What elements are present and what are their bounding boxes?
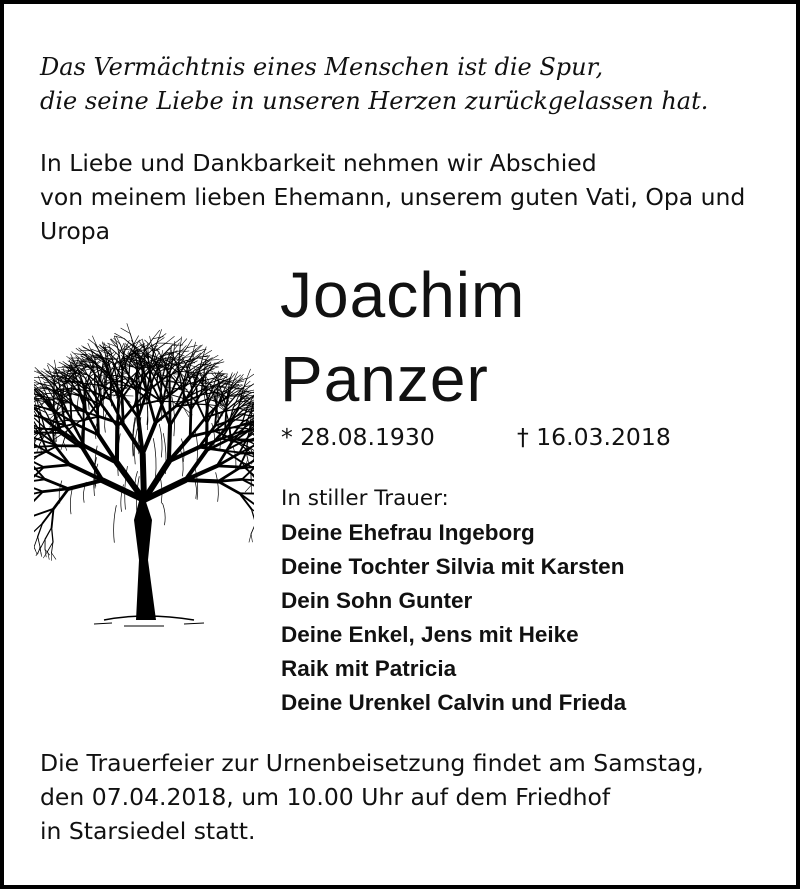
mourners-heading: In stiller Trauer: xyxy=(281,486,449,511)
quote-line-2: die seine Liebe in unseren Herzen zurückgelassen hat. xyxy=(40,87,709,115)
mourner-line: Dein Sohn Gunter xyxy=(281,588,473,613)
deceased-first-name: Joachim xyxy=(280,259,526,331)
birth-date: * 28.08.1930 xyxy=(281,423,435,451)
mourner-line: Deine Urenkel Calvin und Frieda xyxy=(281,690,627,715)
mourner-line: Raik mit Patricia xyxy=(281,656,457,681)
mourner-line: Deine Ehefrau Ingeborg xyxy=(281,520,535,545)
quote-line-1: Das Vermächtnis eines Menschen ist die Spur, xyxy=(40,53,604,81)
ceremony-line-3: in Starsiedel statt. xyxy=(40,817,256,845)
intro-line-3: Uropa xyxy=(40,217,111,245)
bare-tree-icon xyxy=(34,320,254,632)
ceremony-line-1: Die Trauerfeier zur Urnenbeisetzung findet am Samstag, xyxy=(40,749,704,777)
mourner-line: Deine Tochter Silvia mit Karsten xyxy=(281,554,625,579)
ceremony-line-2: den 07.04.2018, um 10.00 Uhr auf dem Friedhof xyxy=(40,783,611,811)
intro-line-1: In Liebe und Dankbarkeit nehmen wir Abschied xyxy=(40,149,597,177)
deceased-last-name: Panzer xyxy=(280,343,489,415)
death-date: † 16.03.2018 xyxy=(517,423,671,451)
intro-line-2: von meinem lieben Ehemann, unserem guten Vati, Opa und xyxy=(40,183,746,211)
mourner-line: Deine Enkel, Jens mit Heike xyxy=(281,622,579,647)
